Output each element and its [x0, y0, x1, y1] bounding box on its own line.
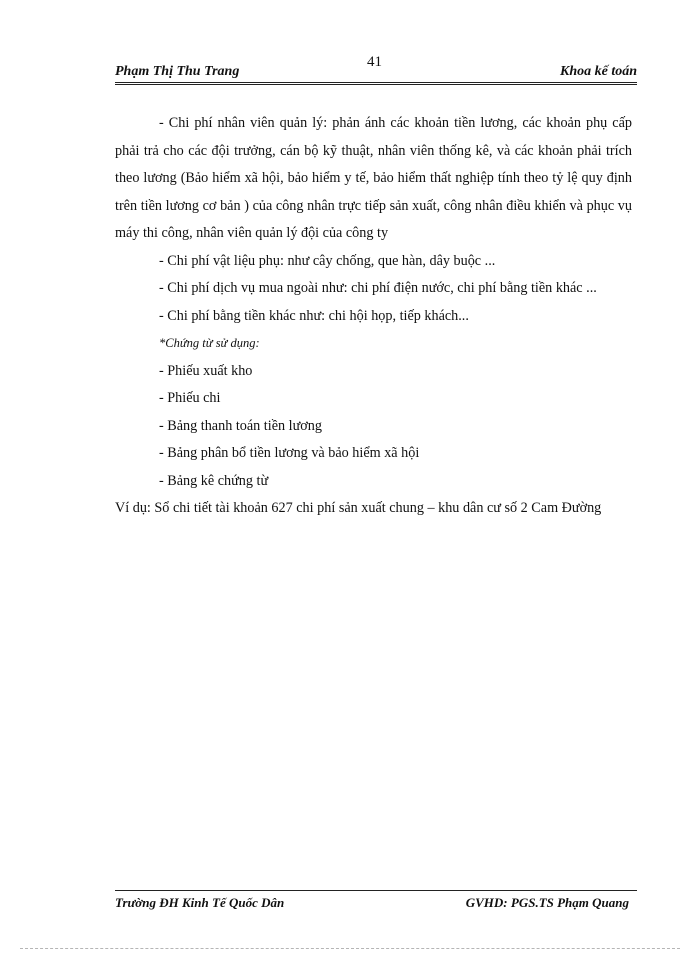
- footer-supervisor: GVHD: PGS.TS Phạm Quang: [465, 895, 629, 910]
- paragraph-auxiliary-materials: - Chi phí vật liệu phụ: như cây chống, que hàn, dây buộc ...: [159, 252, 496, 269]
- document-item: - Bảng phân bổ tiền lương và bảo hiểm xã hội: [159, 445, 420, 461]
- page-footer: [115, 890, 637, 915]
- document-item: - Bảng thanh toán tiền lương: [159, 417, 322, 434]
- page-body: [115, 110, 632, 523]
- page-edge-divider: [20, 948, 680, 949]
- header-author: Phạm Thị Thu Trang: [115, 64, 240, 79]
- page-header: [115, 56, 637, 85]
- document-item: - Phiếu chi: [159, 390, 221, 406]
- example-paragraph: Ví dụ: Sổ chi tiết tài khoản 627 chi phí sản xuất chung – khu dân cư số 2 Cam Đường: [115, 500, 602, 516]
- page-number: 41: [367, 54, 382, 70]
- paragraph-other-cash-costs: - Chi phí bằng tiền khác như: chi hội họp, tiếp khách...: [159, 307, 469, 324]
- documents-heading: *Chứng từ sử dụng:: [159, 336, 260, 350]
- paragraph-management-staff: - Chi phí nhân viên quản lý: phản ánh các khoản tiền lương, các khoản phụ cấp phải trả cho các đội trưởng, cán bộ kỹ thuật, nhân viên thống kê, và các khoản phải trích theo lương (Bảo hiểm xã hội, bảo hiểm y tế, bảo hiểm thất nghiệp tính theo tỷ lệ quy định trên tiền lương cơ bản ) của công nhân trực tiếp sản xuất, công nhân điều khiển và phục vụ máy thi công, nhân viên quản lý đội của công ty: [115, 115, 632, 241]
- document-item: - Bảng kê chứng từ: [159, 472, 269, 489]
- footer-school: Trường ĐH Kinh Tế Quốc Dân: [115, 895, 285, 910]
- header-department: Khoa kế toán: [559, 64, 637, 79]
- paragraph-outsourced-services: - Chi phí dịch vụ mua ngoài như: chi phí điện nước, chi phí bằng tiền khác ...: [159, 280, 597, 296]
- document-item: - Phiếu xuất kho: [159, 362, 253, 379]
